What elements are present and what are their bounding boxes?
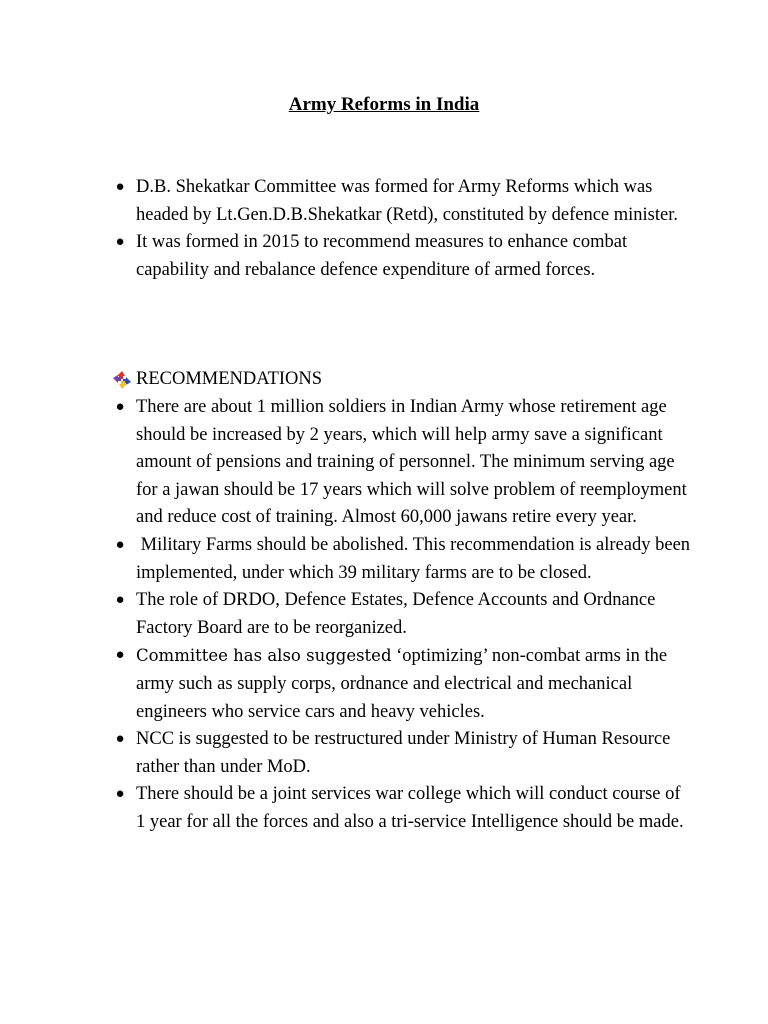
list-item-text: It was formed in 2015 to recommend measures to enhance combat capability and rebalance defence expenditure of armed forces.: [136, 232, 628, 280]
arrow-cross-icon: [112, 370, 132, 390]
recommendations-heading: [112, 366, 322, 394]
list-item-text: There are about 1 million soldiers in Indian Army whose retirement age should be increased by 2 years, which will help army save a significant amount of pensions and training of personnel. The minimum serving age for a jawan should be 17 years which will solve problem of reemployment and reduce cost of training. Almost 60,000 jawans retire every year.: [136, 397, 687, 528]
bullet-icon: ●: [115, 647, 125, 664]
list-item-text: D.B. Shekatkar Committee was formed for Army Reforms which was headed by Lt.Gen.D.B.Shekatkar (Retd), constituted by defence minister.: [136, 177, 679, 225]
list-item-text: NCC is suggested to be restructured under Ministry of Human Resource rather than under MoD.: [136, 729, 671, 777]
list-item-text: There should be a joint services war college which will conduct course of 1 year for all the forces and also a tri-service Intelligence should be made.: [136, 784, 684, 832]
list-item: [112, 229, 692, 284]
recommendations-heading-text: RECOMMENDATIONS: [136, 369, 323, 389]
intro-list: [112, 174, 692, 284]
list-item-text: ‘optimizing’ non-combat arms in the army such as supply corps, ordnance and electrical and mechanical engineers who service cars and heavy vehicles.: [136, 646, 668, 722]
bullet-icon: ●: [115, 786, 125, 803]
list-item-lead-text: Committee has also suggested: [136, 646, 392, 666]
list-item: [112, 174, 692, 229]
bullet-icon: ●: [115, 179, 125, 195]
bullet-icon: ●: [115, 536, 125, 553]
list-item-text: Military Farms should be abolished. This recommendation is already been implemented, under which 39 military farms are to be closed.: [136, 534, 695, 583]
bullet-icon: ●: [115, 234, 125, 251]
list-item: [112, 642, 692, 726]
document-title: Army Reforms in India: [288, 94, 480, 115]
list-item: [112, 394, 692, 532]
bullet-icon: ●: [115, 592, 125, 609]
bullet-icon: ●: [115, 731, 125, 748]
list-item: [112, 532, 695, 587]
list-item: [112, 726, 692, 781]
list-item: [112, 587, 692, 642]
list-item-text: The role of DRDO, Defence Estates, Defence Accounts and Ordnance Factory Board are to be reorganized.: [136, 590, 656, 638]
list-item: [112, 781, 692, 836]
bullet-icon: ●: [115, 399, 125, 415]
recommendations-list: [112, 394, 695, 837]
